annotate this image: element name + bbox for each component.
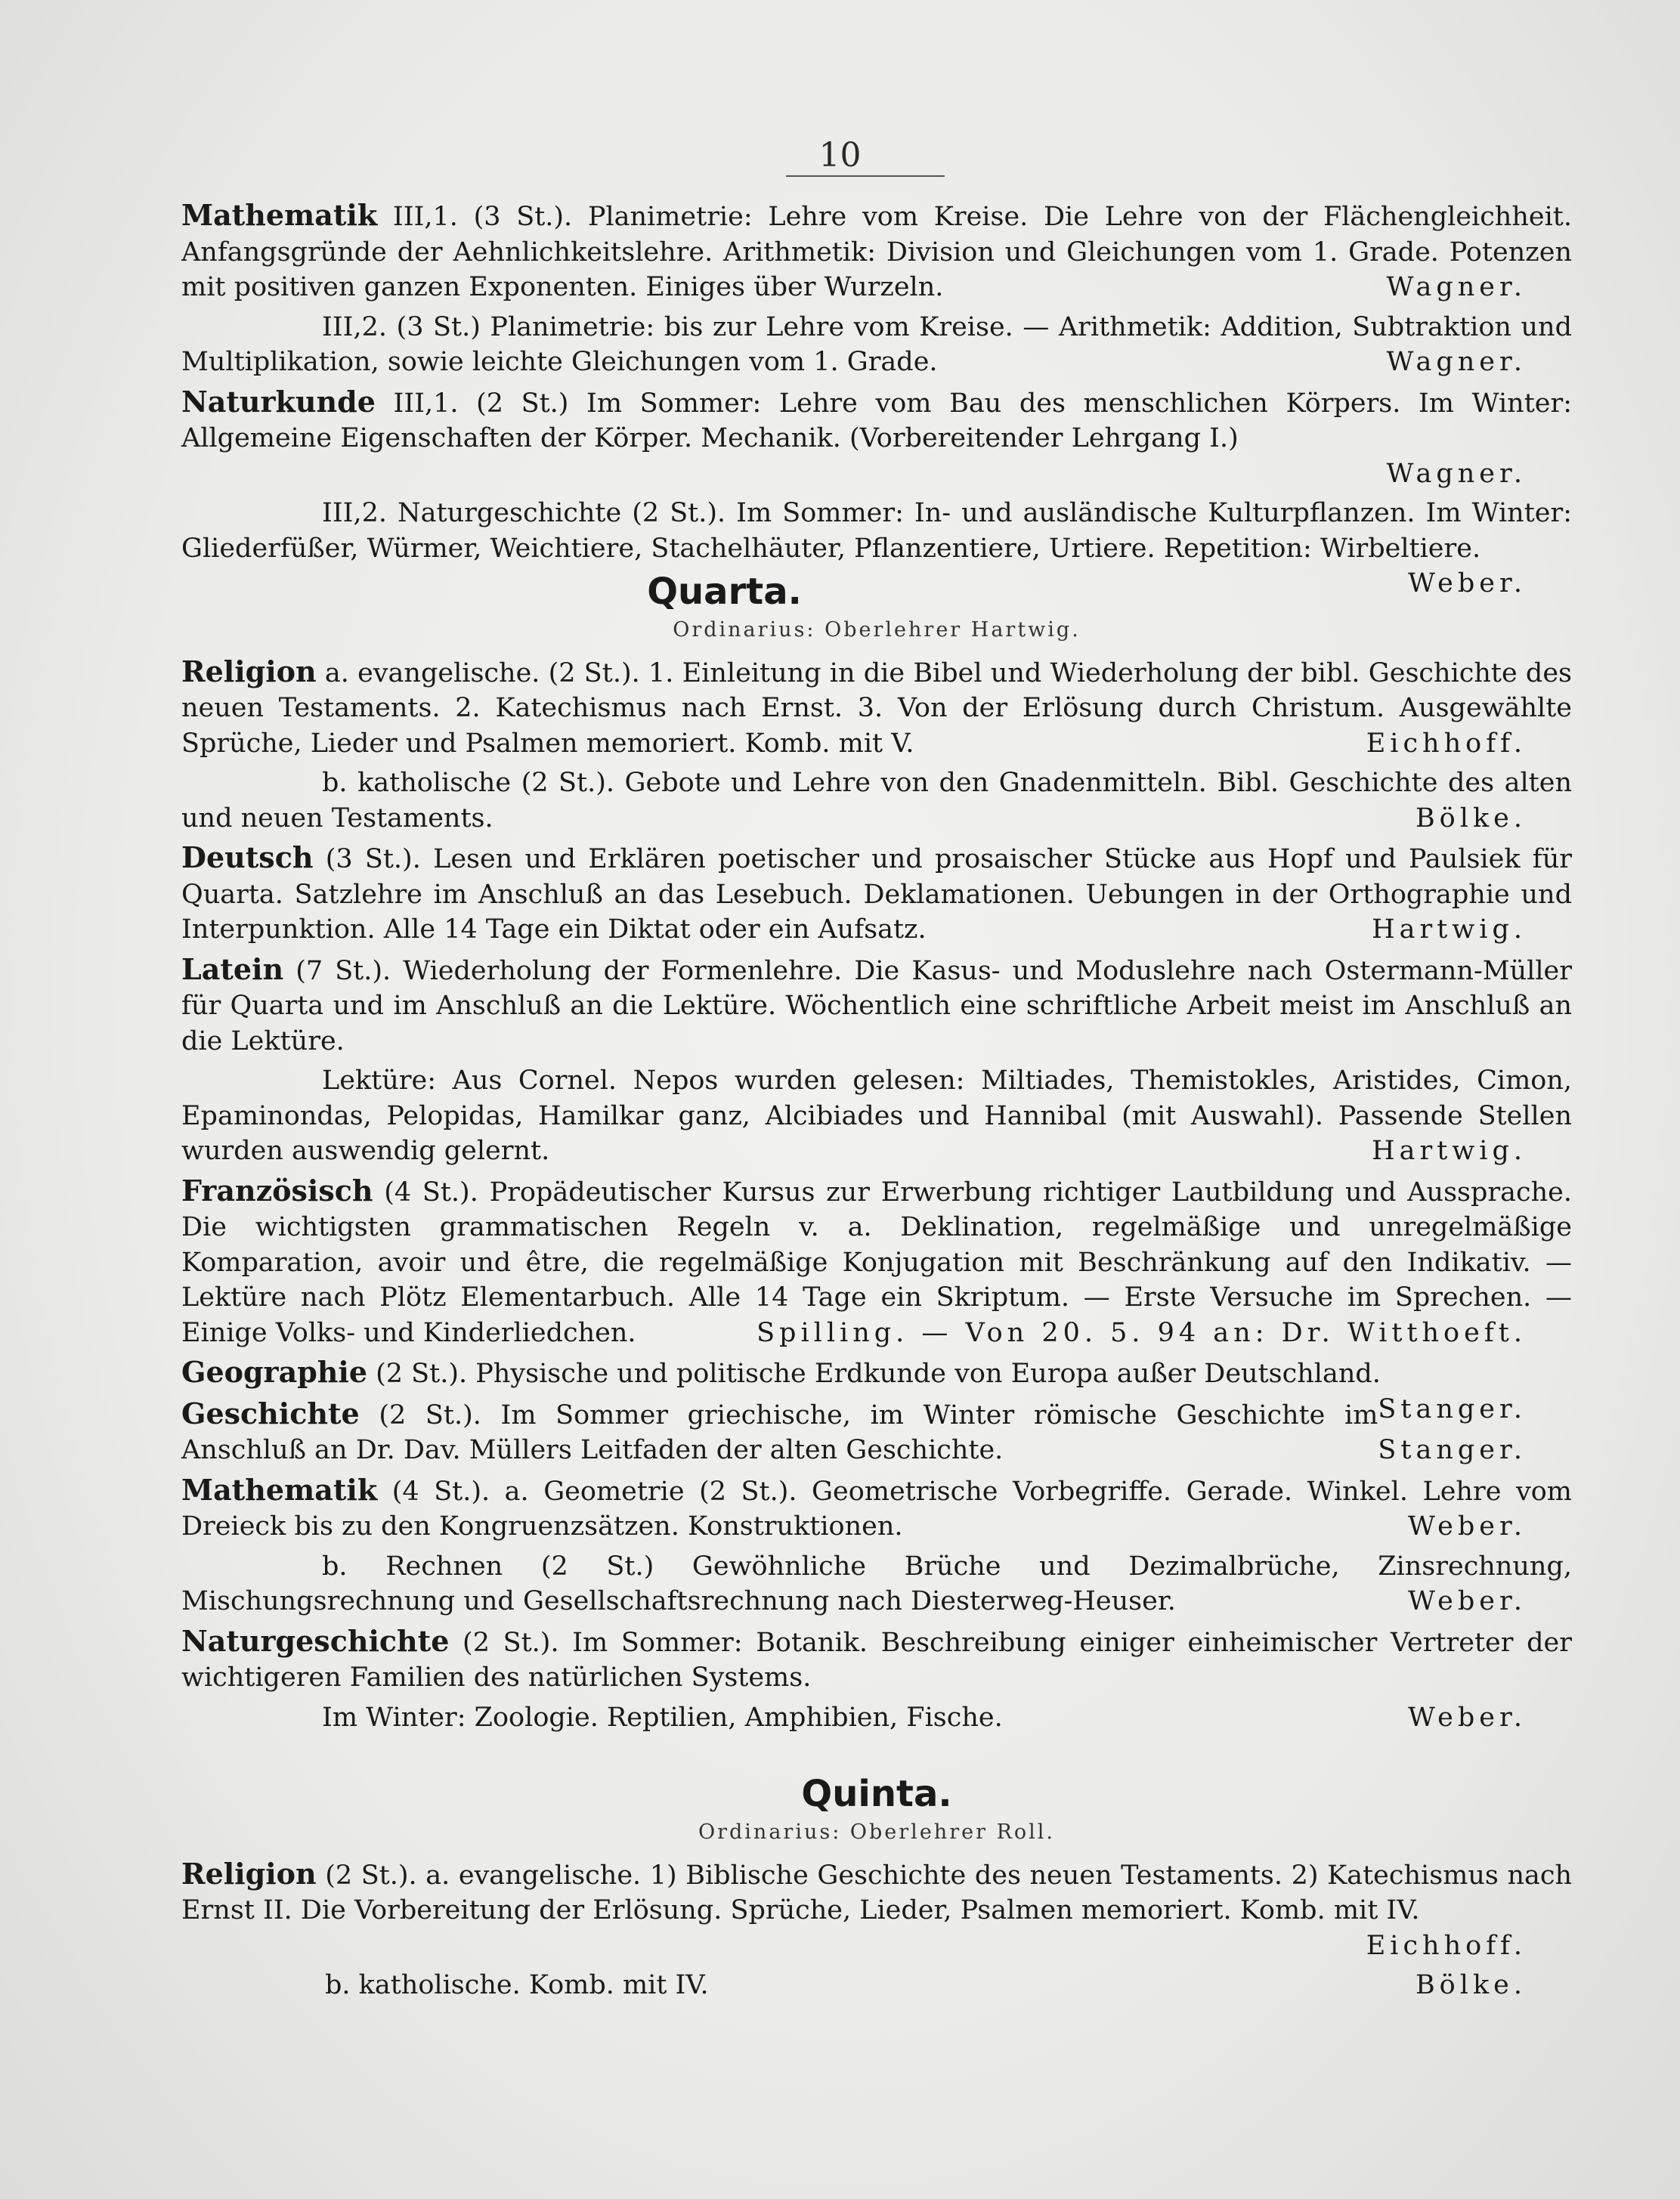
entry-text: III,1. (3 St.). Planimetrie: Lehre vom Kreise. Die Lehre von der Flächengleichheit. Anfangsgründe der Aehnlichkeitslehre. Arithmetik: Division und Gleichungen vom 1. Grade. Potenzen mit positiven ganzen Exponenten. Einiges über Wurzeln. (181, 202, 1572, 302)
subject-label: Naturkunde (181, 384, 376, 419)
entry-text: (2 St.). a. evangelische. 1) Biblische Geschichte des neuen Testaments. 2) Katechismus nach Ernst II. Die Vorbereitung der Erlösung. Sprüche, Lieder, Psalmen memoriert. Komb. mit IV. (181, 1860, 1572, 1925)
quinta-religion-katholisch-entry (181, 1968, 1572, 2003)
document-body (181, 198, 1572, 2008)
section-heading-quinta: Quinta. (801, 1773, 952, 1815)
quarta-latein-entry (181, 952, 1572, 1059)
subject-label: Mathematik (181, 198, 378, 232)
entry-text: III,2. Naturgeschichte (2 St.). Im Sommer: In- und ausländische Kulturpflanzen. Im Winter: Gliederfüßer, Würmer, Weichtiere, Stachelhäuter, Pflanzentiere, Urtiere. Repetition: Wirbeltiere. (181, 498, 1572, 564)
entry-text: (2 St.). Im Sommer griechische, im Winter römische Geschichte im Anschluß an Dr. Dav. Müllers Leitfaden der alten Geschichte. (181, 1400, 1378, 1465)
mathematik-iii1-entry (181, 198, 1572, 305)
teacher-name: Wagner. (1386, 272, 1527, 302)
subject-label: Religion (181, 654, 317, 688)
entry-text: (4 St.). Propädeutischer Kursus zur Erwerbung richtiger Lautbildung und Aussprache. Die wichtigsten grammatischen Regeln v. a. Deklination, regelmäßige und unregelmäßige Komparation, avoir und être, die regelmäßige Konjugation mit Beschränkung auf den Indikativ. — Lektüre nach Plötz Elementarbuch. Alle 14 Tage ein Skriptum. — Erste Versuche im Sprechen. — Einige Volks- und Kinderliedchen. (181, 1177, 1572, 1348)
teacher-name: Weber. (1408, 1702, 1527, 1733)
quarta-deutsch-entry (181, 840, 1572, 948)
entry-text: (7 St.). Wiederholung der Formenlehre. Die Kasus- und Moduslehre nach Ostermann-Müller für Quarta und im Anschluß an die Lektüre. Wöchentlich eine schriftliche Arbeit meist im Anschluß an die Lektüre. (181, 955, 1572, 1056)
entry-text: a. evangelische. (2 St.). 1. Einleitung in die Bibel und Wiederholung der bibl. Geschichte des neuen Testaments. 2. Katechismus nach Ernst. 3. Von der Erlösung durch Christum. Ausgewählte Sprüche, Lieder und Psalmen memoriert. Komb. mit V. (181, 657, 1572, 759)
entry-text: (2 St.). Im Sommer: Botanik. Beschreibung einiger einheimischer Vertreter der wichtigeren Familien des natürlichen Systems. (181, 1627, 1572, 1693)
subject-label: Latein (181, 951, 284, 986)
entry-text: Im Winter: Zoologie. Reptilien, Amphibien, Fische. (322, 1702, 1003, 1733)
teacher-name: Stanger. (1378, 1435, 1527, 1465)
ordinarius-line: Ordinarius: Oberlehrer Hartwig. (673, 618, 1081, 642)
entry-text: b. katholische. Komb. mit IV. (325, 1970, 709, 2000)
quarta-geschichte-entry (181, 1396, 1572, 1468)
teacher-name: Stanger. (1378, 1393, 1527, 1424)
mathematik-iii2-entry (181, 310, 1572, 380)
subject-label: Deutsch (181, 840, 314, 874)
entry-text: (4 St.). a. Geometrie (2 St.). Geometrische Vorbegriffe. Gerade. Winkel. Lehre vom Dreieck bis zu den Kongruenzsätzen. Konstruktionen. (181, 1476, 1572, 1542)
teacher-name: Hartwig. (1372, 914, 1527, 945)
section-heading-quarta: Quarta. (647, 571, 802, 613)
teacher-name: Hartwig. (1372, 1136, 1527, 1166)
quarta-rechnen-entry (181, 1549, 1572, 1619)
entry-text: III,1. (2 St.) Im Sommer: Lehre vom Bau des menschlichen Körpers. Im Winter: Allgemeine Eigenschaften der Körper. Mechanik. (Vorbereitender Lehrgang I.) (181, 388, 1572, 453)
header-rule (786, 175, 945, 177)
entry-text: III,2. (3 St.) Planimetrie: bis zur Lehre vom Kreise. — Arithmetik: Addition, Subtraktion und Multiplikation, sowie leichte Gleichungen vom 1. Grade. (181, 311, 1572, 377)
teacher-name: Wagner. (1386, 347, 1527, 377)
entry-text: (3 St.). Lesen und Erklären poetischer und prosaischer Stücke aus Hopf und Paulsiek für Quarta. Satzlehre im Anschluß an das Lesebuch. Deklamationen. Uebungen in der Orthographie und Interpunktion. Alle 14 Tage ein Diktat oder ein Aufsatz. (181, 844, 1572, 945)
entry-text: (2 St.). Physische und politische Erdkunde von Europa außer Deutschland. (367, 1359, 1381, 1389)
page-number: 10 (818, 136, 862, 175)
quarta-religion-katholisch-entry (181, 765, 1572, 836)
teacher-name: Eichhoff. (1366, 728, 1527, 759)
ordinarius-line: Ordinarius: Oberlehrer Roll. (698, 1820, 1056, 1844)
entry-text: b. katholische (2 St.). Gebote und Lehre von den Gnadenmitteln. Bibl. Geschichte des alten und neuen Testaments. (181, 768, 1572, 834)
teacher-name: Bölke. (1415, 803, 1527, 834)
quarta-naturgeschichte-entry (181, 1624, 1572, 1696)
quarta-zoologie-entry (181, 1700, 1572, 1736)
subject-label: Geographie (181, 1355, 367, 1389)
subject-label: Religion (181, 1856, 317, 1891)
entry-text: Lektüre: Aus Cornel. Nepos wurden gelesen: Miltiades, Themistokles, Aristides, Cimon, Epaminondas, Pelopidas, Hamilkar ganz, Alcibiades und Hannibal (mit Auswahl). Passende Stellen wurden auswendig gelernt. (181, 1065, 1572, 1166)
quarta-latein-lektuere-entry (181, 1063, 1572, 1169)
entry-text: b. Rechnen (2 St.) Gewöhnliche Brüche und Dezimalbrüche, Zinsrechnung, Mischungsrechnung und Gesellschaftsrechnung nach Diesterweg-Heuser. (181, 1551, 1572, 1616)
subject-label: Französisch (181, 1173, 373, 1208)
teacher-name: Bölke. (1415, 1970, 1527, 2000)
subject-label: Geschichte (181, 1396, 360, 1430)
section-gap (181, 1740, 1572, 1770)
teacher-name: Weber. (1408, 568, 1527, 598)
quarta-franzoesisch-entry (181, 1174, 1572, 1351)
teacher-name: Weber. (1408, 1586, 1527, 1616)
subject-label: Naturgeschichte (181, 1623, 450, 1658)
teacher-name: Weber. (1408, 1511, 1527, 1542)
teacher-name: Eichhoff. (1366, 1930, 1527, 1961)
naturkunde-iii1-entry (181, 385, 1572, 492)
teacher-name: Spilling. — Von 20. 5. 94 an: Dr. Witthoeft. (756, 1317, 1527, 1348)
quarta-religion-entry (181, 654, 1572, 762)
quarta-mathematik-entry (181, 1473, 1572, 1545)
subject-label: Mathematik (181, 1472, 378, 1507)
quinta-religion-entry (181, 1857, 1572, 1964)
teacher-name: Wagner. (1386, 458, 1527, 489)
